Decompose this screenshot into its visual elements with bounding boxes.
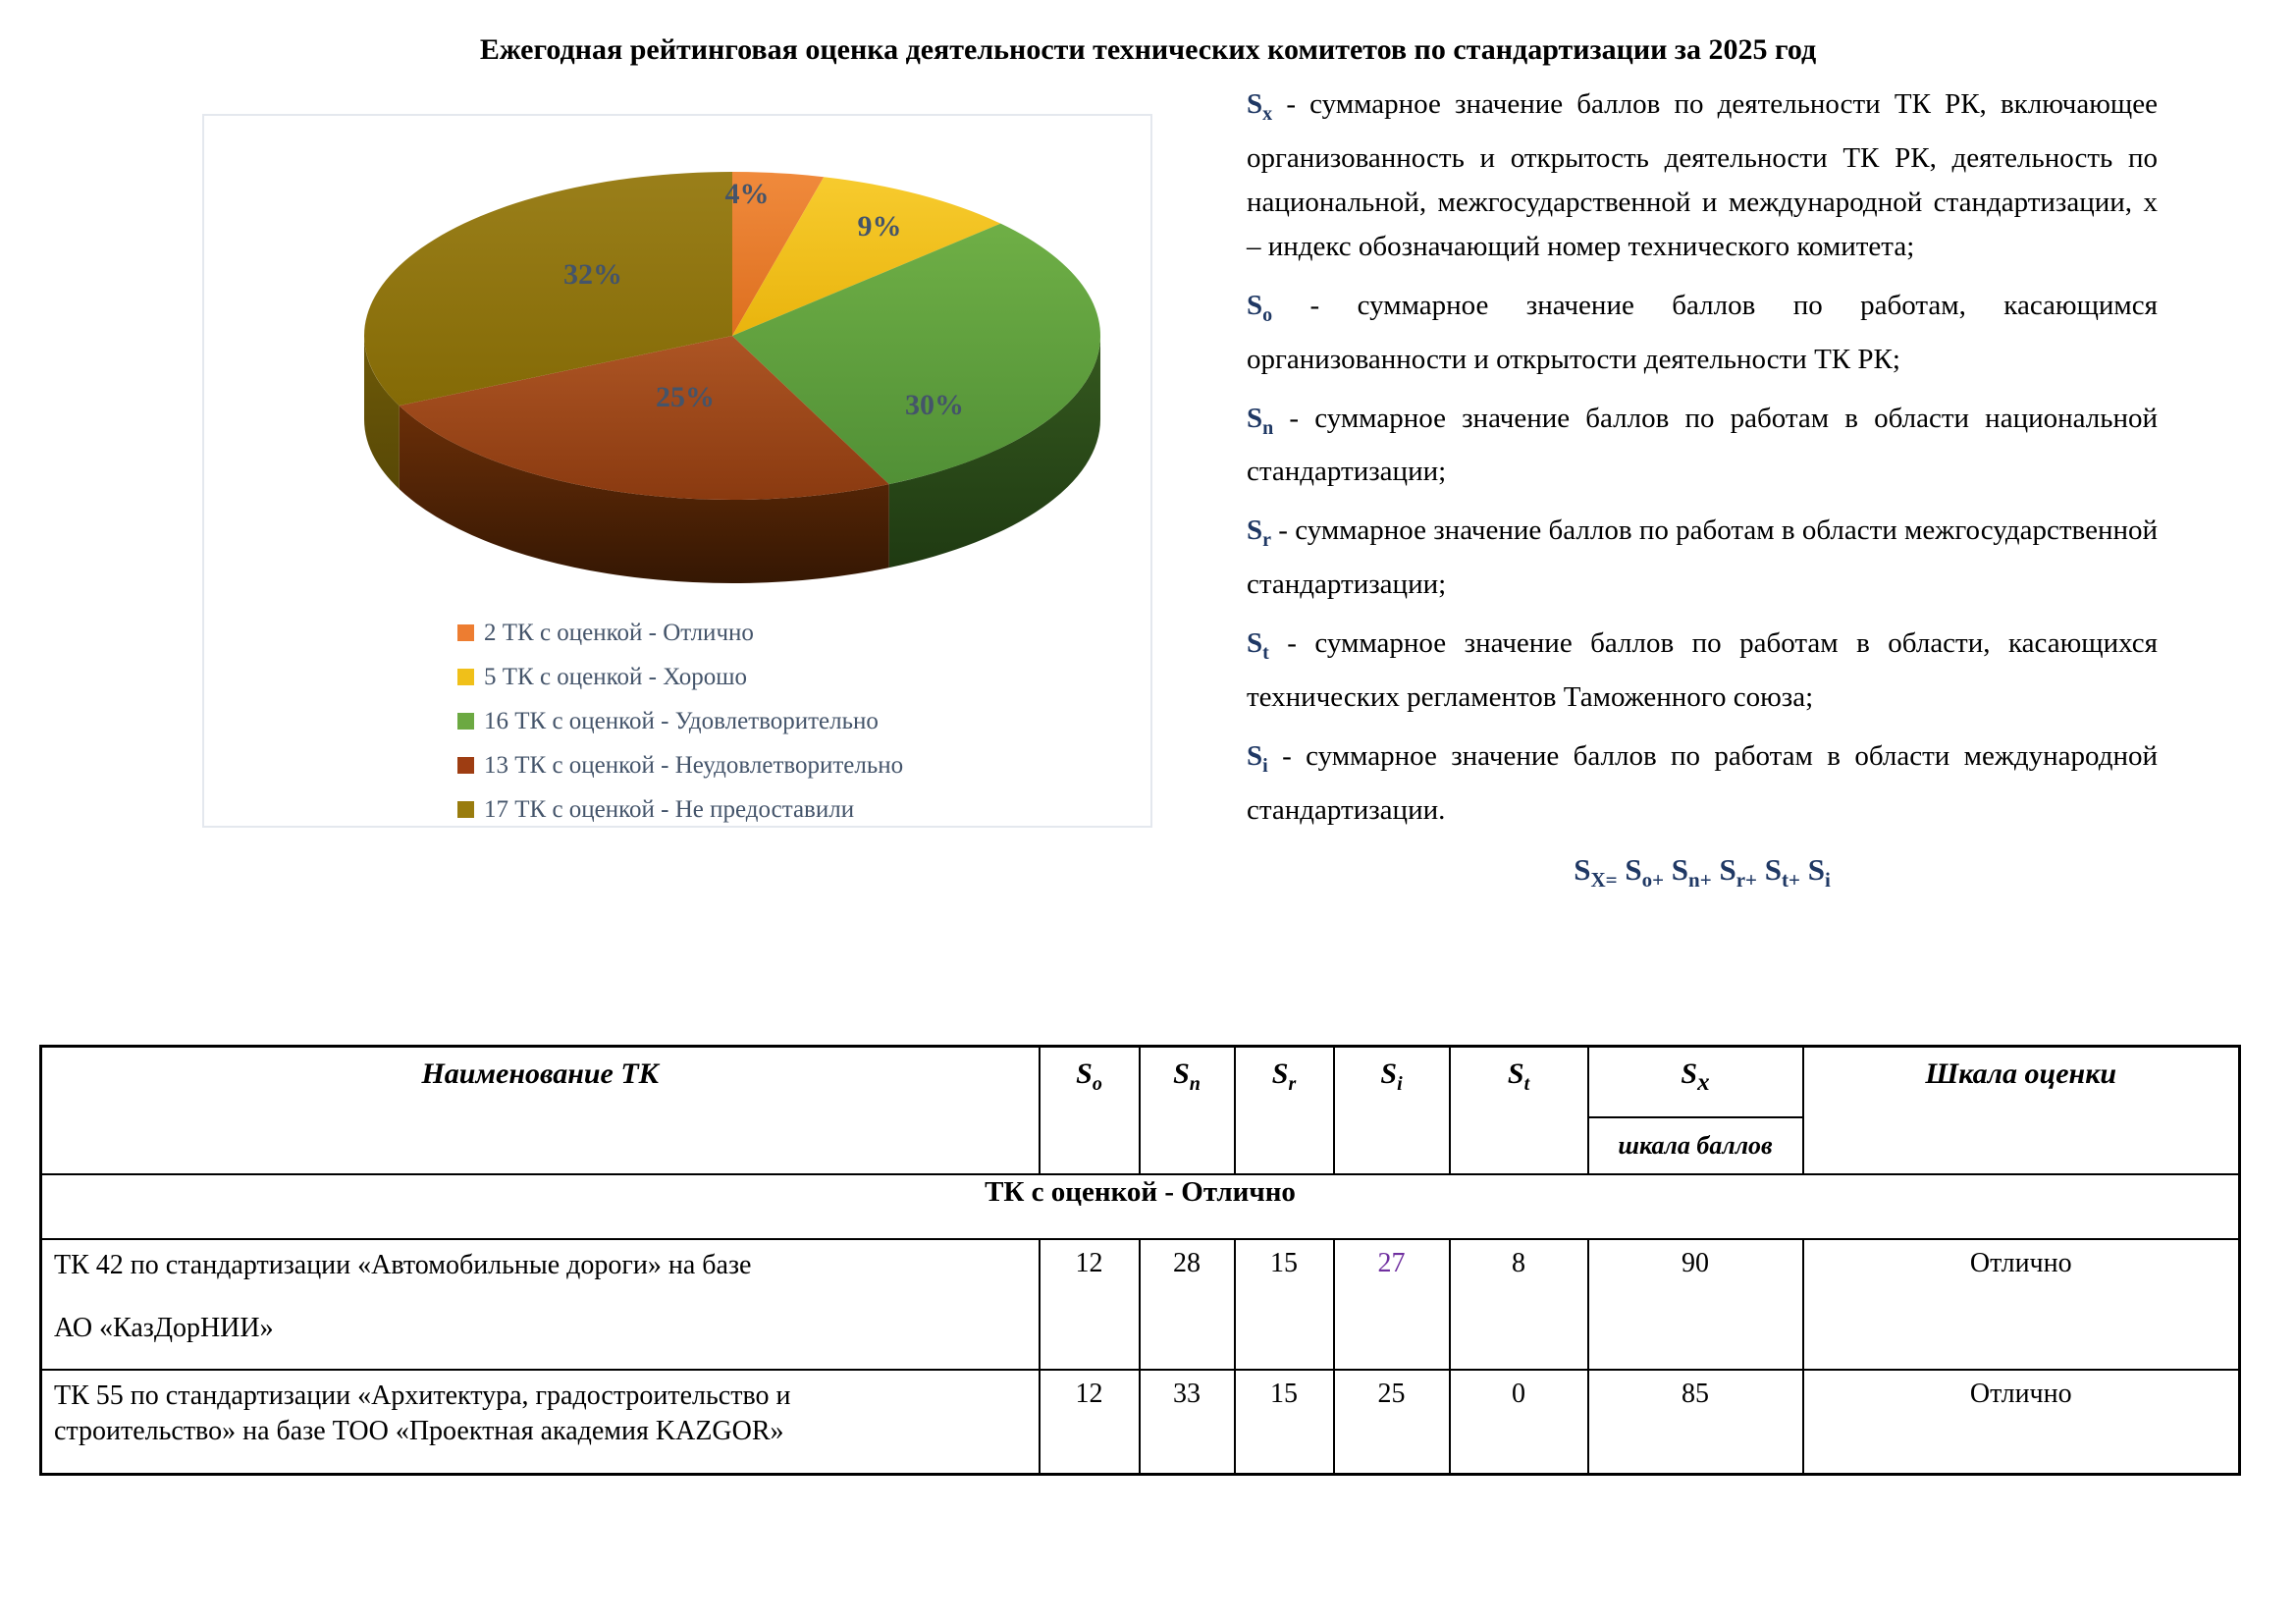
score-cell: 27 bbox=[1334, 1239, 1450, 1370]
tk-name-line: строительство» на базе ТОО «Проектная академия KAZGOR» bbox=[54, 1416, 784, 1446]
tk-name-line: ТК 42 по стандартизации «Автомобильные дороги» на базе bbox=[54, 1250, 752, 1280]
s-symbol: $S_i$ bbox=[1807, 851, 1831, 892]
section-row bbox=[41, 1174, 2240, 1239]
legend-label: 16 ТК с оценкой - Удовлетворительно bbox=[484, 707, 879, 734]
legend-swatch-icon bbox=[457, 624, 474, 641]
s-symbol: $S_t$ bbox=[1247, 627, 1269, 664]
legend-label: 13 ТК с оценкой - Неудовлетворительно bbox=[484, 751, 904, 779]
score-cell: 85 bbox=[1588, 1370, 1803, 1474]
s-symbol: $S_i$ bbox=[1247, 739, 1268, 777]
definition-paragraph: $S_x$ - суммарное значение баллов по деятельности ТК РК, включающее организованность и открытость деятельности ТК РК, деятельность по национальной, межгосударственной и международной стандартизации, х – индекс обозначающий номер технического комитета; bbox=[1247, 88, 2158, 262]
rating-table bbox=[39, 1045, 2241, 1476]
pie-percent-label: 30% bbox=[905, 389, 964, 421]
pie-percent-label: 4% bbox=[724, 178, 770, 210]
pie-chart-box bbox=[202, 114, 1152, 828]
definition-paragraph: $S_o$ - суммарное значение баллов по работам, касающимся организованности и открытости деятельности ТК РК; bbox=[1247, 289, 2158, 375]
name-gap bbox=[54, 1283, 1029, 1311]
score-cell: 15 bbox=[1235, 1370, 1334, 1474]
pie-legend bbox=[457, 611, 903, 832]
pie-chart bbox=[204, 116, 1150, 607]
s-symbol: $S_o$ bbox=[1247, 289, 1273, 326]
score-cell: 8 bbox=[1450, 1239, 1588, 1370]
legend-swatch-icon bbox=[457, 669, 474, 685]
tk-name-cell bbox=[41, 1239, 1040, 1370]
legend-item bbox=[457, 699, 903, 743]
col-header-scale: Шкала оценки bbox=[1803, 1047, 2240, 1175]
s-symbol: $S_t$ bbox=[1507, 1057, 1530, 1095]
score-cell: 12 bbox=[1040, 1239, 1140, 1370]
table-header-row bbox=[41, 1047, 2240, 1175]
col-header-sym bbox=[1235, 1047, 1334, 1175]
score-cell: 25 bbox=[1334, 1370, 1450, 1474]
s-symbol: $S_{X=}$ bbox=[1574, 851, 1618, 892]
table-row bbox=[41, 1370, 2240, 1474]
sum-formula bbox=[1247, 852, 2158, 893]
legend-swatch-icon bbox=[457, 801, 474, 818]
s-symbol: $S_n$ bbox=[1173, 1057, 1201, 1095]
definition-paragraph: $S_r$ - суммарное значение баллов по работам в области межгосударственной стандартизации; bbox=[1247, 514, 2158, 601]
legend-label: 17 ТК с оценкой - Не предоставили bbox=[484, 795, 855, 823]
score-cell: 15 bbox=[1235, 1239, 1334, 1370]
s-symbol: $S_r$ bbox=[1247, 514, 1272, 552]
legend-item bbox=[457, 787, 903, 832]
legend-swatch-icon bbox=[457, 757, 474, 774]
col-header-sym bbox=[1334, 1047, 1450, 1175]
definition-paragraph: $S_n$ - суммарное значение баллов по работам в области национальной стандартизации; bbox=[1247, 402, 2158, 488]
col-header-sym bbox=[1140, 1047, 1235, 1175]
definitions-column bbox=[1247, 82, 2158, 893]
legend-item bbox=[457, 743, 903, 787]
score-cell: 28 bbox=[1140, 1239, 1235, 1370]
score-cell: 90 bbox=[1588, 1239, 1803, 1370]
definition-paragraph: $S_t$ - суммарное значение баллов по работам в области, касающихся технических регламентов Таможенного союза; bbox=[1247, 627, 2158, 713]
score-cell: 33 bbox=[1140, 1370, 1235, 1474]
scale-cell: Отлично bbox=[1803, 1370, 2240, 1474]
s-symbol: $S_{r+}$ bbox=[1719, 851, 1757, 892]
page-title: Ежегодная рейтинговая оценка деятельности технических комитетов по стандартизации за 2025 год bbox=[479, 33, 1817, 66]
definition-paragraph: $S_i$ - суммарное значение баллов по работам в области международной стандартизации. bbox=[1247, 739, 2158, 826]
s-symbol: $S_x$ bbox=[1681, 1057, 1710, 1096]
s-symbol: $S_{t+}$ bbox=[1764, 851, 1800, 892]
legend-item bbox=[457, 655, 903, 699]
section-label: ТК с оценкой - Отлично bbox=[41, 1174, 2240, 1239]
legend-swatch-icon bbox=[457, 713, 474, 730]
legend-item bbox=[457, 611, 903, 655]
pie-percent-label: 32% bbox=[563, 258, 622, 291]
pie-percent-label: 9% bbox=[857, 210, 902, 243]
score-cell: 0 bbox=[1450, 1370, 1588, 1474]
s-symbol: $S_r$ bbox=[1271, 1057, 1297, 1095]
sx-label bbox=[1589, 1048, 1802, 1118]
s-symbol: $S_i$ bbox=[1380, 1057, 1403, 1095]
col-header-sym bbox=[1040, 1047, 1140, 1175]
scale-cell: Отлично bbox=[1803, 1239, 2240, 1370]
score-cell: 12 bbox=[1040, 1370, 1140, 1474]
s-symbol: $S_x$ bbox=[1247, 88, 1273, 125]
s-symbol: $S_{n+}$ bbox=[1671, 851, 1712, 892]
s-symbol: $S_n$ bbox=[1247, 402, 1274, 439]
col-header-sym bbox=[1450, 1047, 1588, 1175]
table-row bbox=[41, 1239, 2240, 1370]
tk-name-cell bbox=[41, 1370, 1040, 1474]
tk-name-line: ТК 55 по стандартизации «Архитектура, градостроительство и bbox=[54, 1380, 791, 1411]
pie-percent-label: 25% bbox=[656, 381, 715, 413]
s-symbol: $S_{o+}$ bbox=[1625, 851, 1665, 892]
legend-label: 5 ТК с оценкой - Хорошо bbox=[484, 663, 747, 690]
col-header-sx bbox=[1588, 1047, 1803, 1175]
tk-name-line: АО «КазДорНИИ» bbox=[54, 1313, 274, 1343]
s-symbol: $S_o$ bbox=[1076, 1057, 1102, 1095]
legend-label: 2 ТК с оценкой - Отлично bbox=[484, 619, 754, 646]
col-header-name: Наименование ТК bbox=[41, 1047, 1040, 1175]
sx-sublabel: шкала баллов bbox=[1618, 1131, 1773, 1160]
